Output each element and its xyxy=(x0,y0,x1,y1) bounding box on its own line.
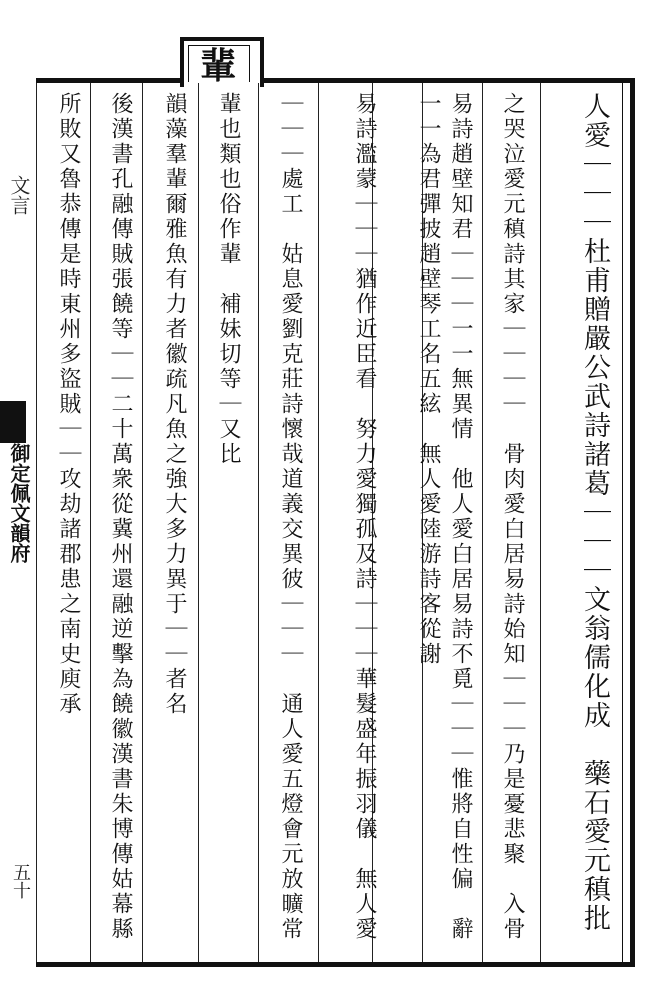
text-column: 易詩趙壁知君｜｜｜一一無異情 他人愛白居易詩不覓｜｜｜惟將自性偏 辭 xyxy=(448,92,473,942)
text-column: 一一為君彈披趙壁琴工名五絃 無人愛陸游詩客從謝 xyxy=(416,92,441,667)
heading-character: 輩 xyxy=(199,45,236,87)
column-rule xyxy=(258,83,259,962)
text-column: 之哭泣愛元稹詩其家｜｜｜｜ 骨肉愛白居易詩始知｜｜｜乃是憂悲聚 入骨 xyxy=(500,92,525,942)
text-column: ｜｜｜處工 姑息愛劉克莊詩懷哉道義交異彼｜｜｜ 通人愛五燈會元放曠常 xyxy=(278,92,303,942)
column-rule xyxy=(540,83,541,962)
spine-book-title: 御定佩文韻府 xyxy=(7,443,31,563)
frame-inner-right-border xyxy=(622,83,623,962)
text-column: 韻藻羣輩爾雅魚有力者徽疏凡魚之強大多力異于｜｜者名 xyxy=(162,92,187,717)
text-column: 所敗又魯恭傳是時東州多盜賊｜｜攻劫諸郡患之南史庾承 xyxy=(56,92,81,717)
text-column: 輩也類也俗作輩 補妹切等｜又比 xyxy=(216,92,241,467)
spine-top-text: 文言 xyxy=(7,175,31,215)
text-column: 人愛｜｜｜杜甫贈嚴公武詩諸葛｜｜｜文翁儒化成 藥石愛元稹批 xyxy=(579,92,610,933)
column-rule xyxy=(318,83,319,962)
frame-right-border xyxy=(630,78,635,967)
frame-top-border xyxy=(36,78,634,83)
column-rule xyxy=(36,83,37,962)
book-spine xyxy=(0,83,36,962)
spine-page-number: 五十 xyxy=(10,863,31,899)
text-column: 易詩濫蒙｜｜｜猶作近臣看 努力愛獨孤及詩｜｜｜華髮盛年振羽儀 無人愛 xyxy=(352,92,377,942)
text-column: 後漢書孔融傳賊張饒等｜｜二十萬衆從冀州還融逆擊為饒徽漢書朱博傳姑幕縣 xyxy=(108,92,133,942)
frame-bottom-border xyxy=(36,962,634,967)
spine-black-bar xyxy=(0,401,26,443)
